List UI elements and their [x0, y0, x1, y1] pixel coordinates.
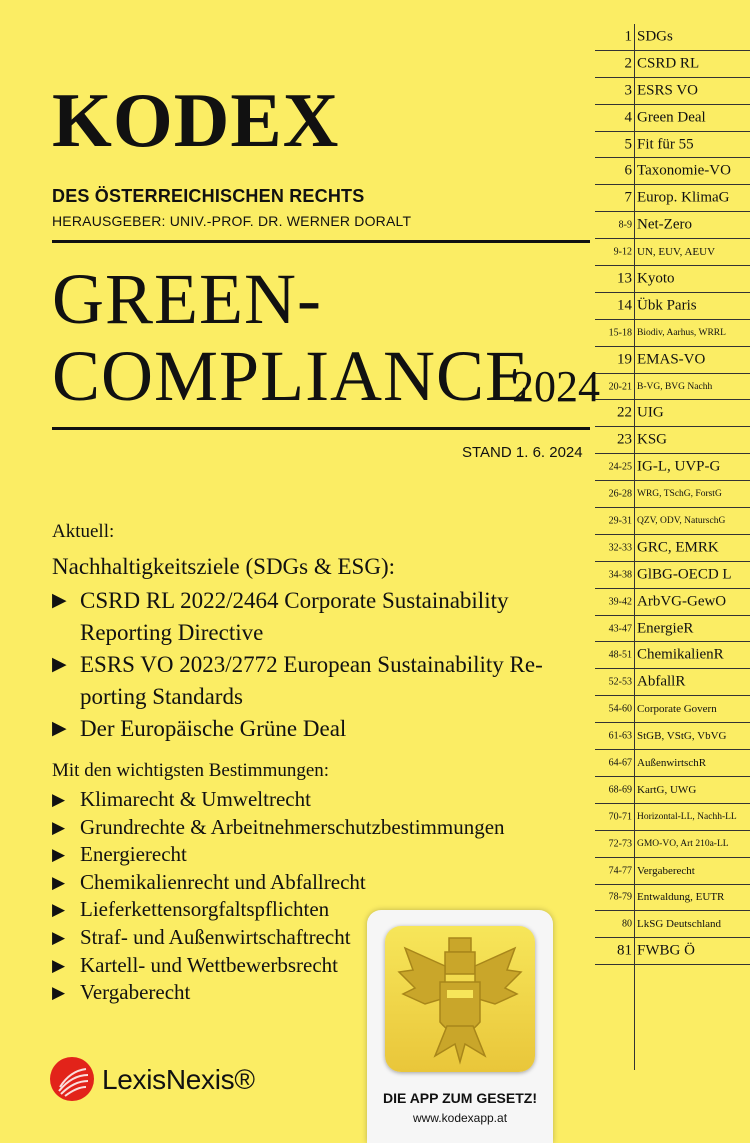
register-tab[interactable] [595, 750, 750, 777]
tab-label: Horizontal-LL, Nachh-LL [637, 811, 737, 822]
bullet-triangle-icon: ▶ [52, 590, 67, 611]
tab-number: 24-25 [608, 461, 632, 473]
publisher-name: LexisNexis® [102, 1064, 255, 1095]
tab-label: GlBG-OECD L [637, 566, 732, 583]
register-tab[interactable] [595, 266, 750, 293]
tab-label: Corporate Govern [637, 703, 717, 716]
main-bullet-item-text: ESRS VO 2023/2772 European Sustainability Re-porting Standards [80, 652, 543, 709]
tab-label: Fit für 55 [637, 136, 694, 152]
main-bullet-item [52, 649, 572, 713]
tab-label: Taxonomie-VO [637, 162, 731, 179]
topic-bullet-item-text: Lieferkettensorgfaltspflichten [80, 897, 330, 922]
register-tab[interactable] [595, 481, 750, 508]
tab-number: 5 [624, 136, 632, 152]
bullet-triangle-icon: ▶ [52, 872, 66, 892]
app-promo-badge [367, 910, 553, 1143]
tab-label: KartG, UWG [637, 783, 697, 796]
tab-number: 20-21 [608, 381, 632, 393]
tab-label: FWBG Ö [637, 942, 695, 959]
register-tab[interactable] [595, 508, 750, 535]
register-tab[interactable] [595, 105, 750, 132]
tab-number: 43-47 [608, 623, 632, 635]
main-bullet-item [52, 585, 572, 649]
topic-bullet-item-text: Energierecht [80, 842, 187, 867]
tab-label: Biodiv, Aarhus, WRRL [637, 327, 726, 338]
tab-number: 70-71 [608, 811, 632, 823]
tab-number: 68-69 [608, 784, 632, 796]
tab-label: Net-Zero [637, 216, 692, 233]
register-tab[interactable] [595, 696, 750, 723]
publisher-logo [50, 1057, 310, 1101]
register-tab[interactable] [595, 642, 750, 669]
tab-label: AbfallR [637, 673, 686, 690]
tab-number: 14 [617, 297, 632, 314]
tab-number: 32-33 [608, 542, 632, 554]
title-line-1: GREEN- [52, 259, 322, 339]
register-tab[interactable] [595, 51, 750, 78]
tab-label: Vergaberecht [637, 864, 695, 877]
tab-label: QZV, ODV, NaturschG [637, 515, 726, 526]
tab-label: UN, EUV, AEUV [637, 246, 716, 259]
tab-label: EnergieR [637, 620, 694, 637]
tab-label: WRG, TSchG, ForstG [637, 489, 722, 500]
tab-number: 23 [617, 431, 632, 448]
register-tab[interactable] [595, 831, 750, 858]
register-tab[interactable] [595, 400, 750, 427]
tab-number: 15-18 [608, 327, 632, 339]
topic-bullet-item [52, 841, 572, 869]
edition-year: 2024 [512, 362, 600, 411]
register-tab[interactable] [595, 669, 750, 696]
aktuell-label: Aktuell: [52, 521, 115, 542]
register-tabs [595, 24, 750, 965]
bullet-triangle-icon: ▶ [52, 955, 66, 975]
tab-label: CSRD RL [637, 55, 700, 72]
tab-number: 52-53 [608, 676, 632, 688]
topic-bullet-item [52, 786, 572, 814]
tab-label: UIG [637, 404, 664, 421]
topics-heading: Mit den wichtigsten Bestimmungen: [52, 760, 330, 781]
register-tab[interactable] [595, 158, 750, 185]
tab-number: 39-42 [608, 596, 632, 608]
editor-line: HERAUSGEBER: UNIV.-PROF. DR. WERNER DORALT [52, 213, 412, 229]
topic-bullet-item-text: Kartell- und Wettbewerbsrecht [80, 952, 338, 977]
tab-label: IG-L, UVP-G [637, 458, 721, 475]
app-claim: DIE APP ZUM GESETZ! [382, 1090, 537, 1106]
register-tab[interactable] [595, 347, 750, 374]
tab-label: EMAS-VO [637, 351, 706, 368]
tab-number: 64-67 [608, 757, 632, 769]
tab-number: 9-12 [613, 246, 632, 258]
tab-number: 74-77 [608, 865, 632, 877]
register-tab[interactable] [595, 24, 750, 51]
register-tab[interactable] [595, 777, 750, 804]
tab-label: GRC, EMRK [637, 539, 719, 556]
register-tab[interactable] [595, 239, 750, 266]
tab-label: Entwaldung, EUTR [637, 891, 725, 904]
tab-number: 8-9 [618, 219, 632, 231]
tab-number: 1 [624, 28, 632, 45]
tab-number: 7 [624, 189, 632, 206]
tab-number: 54-60 [608, 703, 632, 715]
register-tab[interactable] [595, 911, 750, 938]
register-tab[interactable] [595, 804, 750, 831]
title-line-2: COMPLIANCE [52, 336, 531, 416]
register-tab[interactable] [595, 293, 750, 320]
register-tab[interactable] [595, 723, 750, 750]
tab-label: LkSG Deutschland [637, 918, 722, 931]
tab-label: ChemikalienR [637, 646, 724, 663]
tab-label: AußenwirtschR [637, 756, 707, 769]
tab-label: ArbVG-GewO [637, 593, 727, 610]
register-tab[interactable] [595, 132, 750, 159]
main-bullet-list [52, 585, 572, 745]
register-tab[interactable] [595, 858, 750, 885]
register-tab[interactable] [595, 185, 750, 212]
brand-title: KODEX [52, 77, 340, 163]
tab-label: ESRS VO [637, 82, 698, 99]
tab-label: KSG [637, 431, 668, 448]
tab-number: 81 [617, 942, 632, 959]
divider-bottom [52, 427, 590, 430]
topic-bullet-item-text: Chemikalienrecht und Abfallrecht [80, 869, 366, 894]
tab-number: 6 [624, 162, 632, 179]
sdg-heading: Nachhaltigkeitsziele (SDGs & ESG): [52, 554, 396, 579]
austrian-eagle-icon [385, 926, 535, 1072]
bullet-triangle-icon: ▶ [52, 927, 66, 947]
tab-number: 80 [622, 918, 632, 930]
tab-label: Übk Paris [637, 297, 697, 314]
register-tab[interactable] [595, 454, 750, 481]
app-url[interactable]: www.kodexapp.at [412, 1111, 508, 1125]
topic-bullet-item-text: Klimarecht & Umweltrecht [80, 787, 311, 811]
register-tab[interactable] [595, 320, 750, 347]
register-tab[interactable] [595, 212, 750, 239]
bullet-triangle-icon: ▶ [52, 817, 66, 837]
main-bullet-item [52, 713, 572, 745]
tab-number: 29-31 [608, 515, 632, 527]
tab-label: Europ. KlimaG [637, 189, 730, 206]
stand-date: STAND 1. 6. 2024 [462, 444, 583, 461]
bullet-triangle-icon: ▶ [52, 983, 66, 1003]
tab-number: 48-51 [608, 649, 632, 661]
register-tab[interactable] [595, 427, 750, 454]
tab-number: 72-73 [608, 838, 632, 850]
register-tab[interactable] [595, 938, 750, 965]
tab-number: 61-63 [608, 730, 632, 742]
main-bullet-item-text: CSRD RL 2022/2464 Corporate Sustainability Reporting Directive [80, 588, 509, 645]
tab-number: 3 [624, 82, 632, 99]
tab-number: 78-79 [608, 891, 632, 903]
tab-label: SDGs [637, 28, 673, 45]
topic-bullet-item [52, 814, 572, 842]
tab-label: Kyoto [637, 270, 675, 287]
topic-bullet-item-text: Straf- und Außenwirtschaftrecht [80, 924, 351, 949]
series-subtitle: DES ÖSTERREICHISCHEN RECHTS [52, 186, 365, 206]
tab-number: 26-28 [608, 488, 632, 500]
register-tab[interactable] [595, 78, 750, 105]
bullet-triangle-icon: ▶ [52, 845, 66, 865]
tab-number: 13 [617, 270, 632, 287]
register-tab[interactable] [595, 374, 750, 401]
register-tab[interactable] [595, 616, 750, 643]
tab-number: 34-38 [608, 569, 632, 581]
tab-label: Green Deal [637, 109, 706, 126]
tab-label: StGB, VStG, VbVG [637, 730, 727, 743]
tab-label: B-VG, BVG Nachh [637, 381, 713, 392]
divider-top [52, 240, 590, 243]
tab-label: GMO-VO, Art 210a-LL [637, 838, 729, 849]
register-tab[interactable] [595, 885, 750, 912]
register-tab[interactable] [595, 535, 750, 562]
tab-number: 4 [624, 109, 632, 126]
tab-number: 19 [617, 351, 632, 368]
bullet-triangle-icon: ▶ [52, 654, 67, 675]
bullet-triangle-icon: ▶ [52, 718, 67, 739]
topic-bullet-item-text: Grundrechte & Arbeitnehmerschutzbestimmungen [80, 814, 505, 839]
topic-bullet-item [52, 869, 572, 897]
tab-number: 2 [624, 55, 632, 72]
lexisnexis-emblem-icon [50, 1057, 94, 1101]
register-tab[interactable] [595, 562, 750, 589]
bullet-triangle-icon: ▶ [52, 790, 66, 809]
tab-number: 22 [617, 404, 632, 421]
register-tab[interactable] [595, 589, 750, 616]
topic-bullet-item-text: Vergaberecht [80, 980, 191, 1005]
bullet-triangle-icon: ▶ [52, 900, 66, 920]
main-bullet-item-text: Der Europäische Grüne Deal [80, 716, 347, 741]
